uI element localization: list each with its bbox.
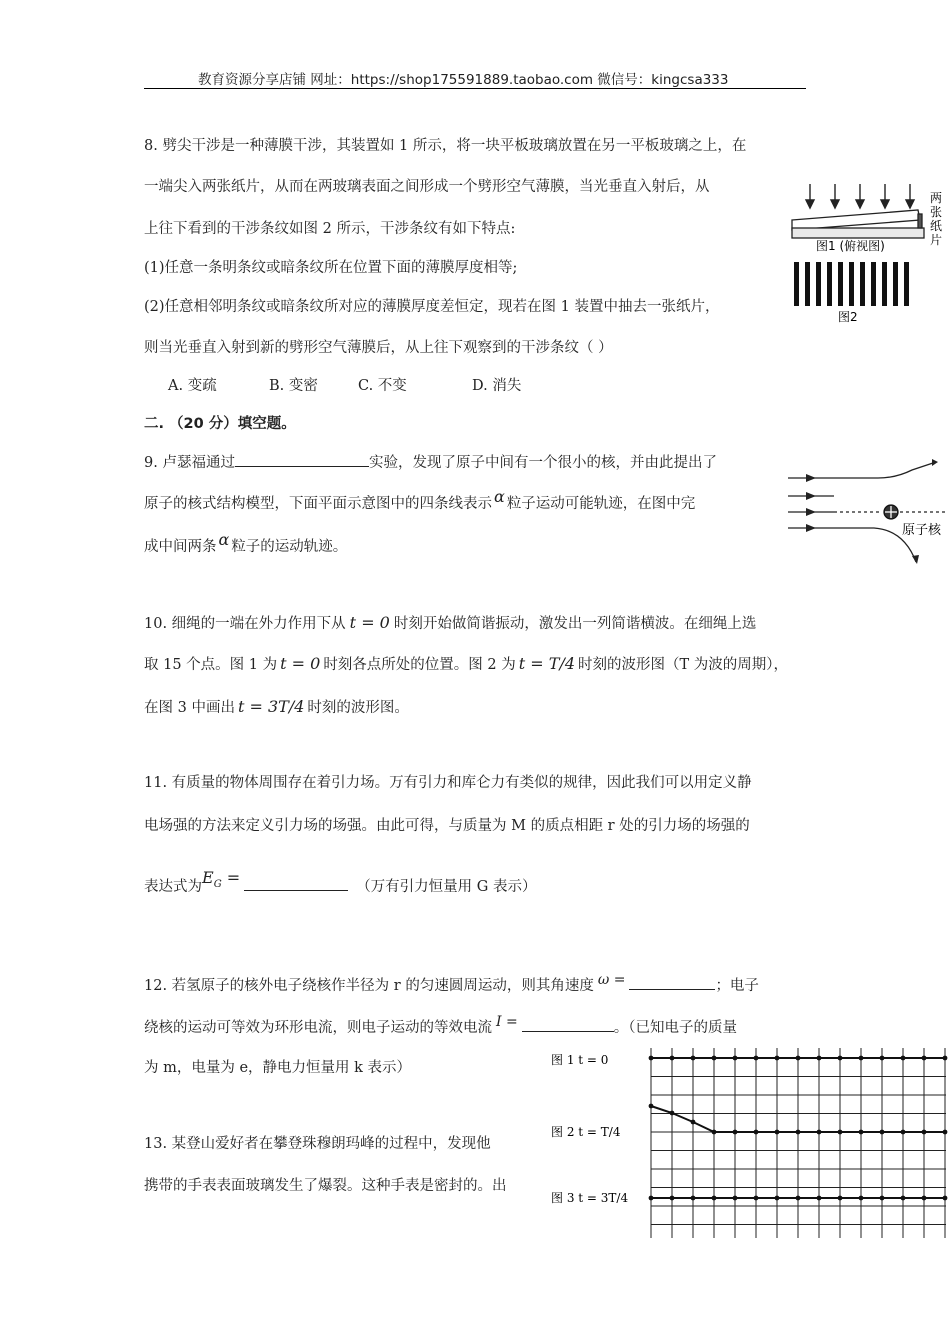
nucleus	[884, 505, 898, 519]
q9-line3	[144, 530, 348, 556]
t0-math-2: t = 0	[280, 654, 321, 673]
q8-line4: (1)任意一条明条纹或暗条纹所在位置下面的薄膜厚度相等;	[144, 260, 518, 276]
q9-text-c: 原子的核式结构模型，下面平面示意图中的四条线表示	[144, 496, 492, 512]
q12-text-a: 12. 若氢原子的核外电子绕核作半径为 r 的匀速圆周运动，则其角速度	[144, 978, 594, 994]
wave-row-2-point	[859, 1130, 864, 1135]
section-title: 二. （20 分）填空题。	[144, 416, 296, 432]
wave-row-2-point	[733, 1130, 738, 1135]
wave-row-3-point	[754, 1196, 759, 1201]
wave-row-2-point	[817, 1130, 822, 1135]
page-header: 教育资源分享店铺 网址：https://shop175591889.taobao.com 微信号：kingcsa333	[198, 72, 729, 88]
trajectory-top	[788, 462, 936, 478]
q12-line2	[144, 1016, 737, 1037]
wave-row-1-point	[691, 1056, 696, 1061]
q9-line1	[144, 451, 717, 472]
wave-row-3-point	[901, 1196, 906, 1201]
fringe	[871, 262, 876, 306]
wave-row-1-point	[859, 1056, 864, 1061]
wave-row-2-point	[838, 1130, 843, 1135]
fig1-side-4: 片	[930, 233, 943, 247]
alpha-symbol: α	[494, 487, 505, 506]
nucleus-label: 原子核	[902, 523, 942, 538]
glass-plates	[792, 210, 924, 238]
wave-row-3-point	[838, 1196, 843, 1201]
wave-row-3-point	[817, 1196, 822, 1201]
wave-row-2-point	[943, 1130, 948, 1135]
q13-line2: 携带的手表表面玻璃发生了爆裂。这种手表是密封的。出	[144, 1178, 507, 1194]
q8-option-b: B. 变密	[269, 378, 318, 394]
q9-line2	[144, 487, 696, 513]
wave-row-3-point	[796, 1196, 801, 1201]
wave-row-2-point	[880, 1130, 885, 1135]
fig1-side-3: 纸	[930, 219, 943, 233]
wave-row-3-point	[691, 1196, 696, 1201]
wave-row-3-point	[859, 1196, 864, 1201]
wave-row-1-point	[775, 1056, 780, 1061]
wave-row-1-point	[796, 1056, 801, 1061]
q11-line2: 电场强的方法来定义引力场的场强。由此可得，与质量为 M 的质点相距 r 处的引力场的场强的	[144, 818, 750, 834]
q8-line2: 一端尖入两张纸片，从而在两玻璃表面之间形成一个劈形空气薄膜，当光垂直入射后，从	[144, 179, 710, 195]
wave-row-label-1: 图 1 t = 0	[551, 1053, 609, 1067]
interference-fringes	[794, 262, 909, 306]
q13-line1: 13. 某登山爱好者在攀登珠穆朗玛峰的过程中，发现他	[144, 1136, 491, 1152]
q12-line1	[144, 974, 759, 995]
fringe	[816, 262, 821, 306]
eg-symbol	[202, 868, 241, 891]
wave-row-1-point	[880, 1056, 885, 1061]
q11-text-a: 表达式为	[144, 879, 202, 895]
wave-row-1-point	[733, 1056, 738, 1061]
wave-row-2-point	[712, 1130, 717, 1135]
q12-line3: 为 m，电量为 e，静电力恒量用 k 表示）	[144, 1060, 412, 1076]
q10-text-f: 在图 3 中画出	[144, 700, 235, 716]
q8-line5: (2)任意相邻明条纹或暗条纹所对应的薄膜厚度差恒定，现若在图 1 装置中抽去一张纸片，	[144, 299, 720, 315]
q9-text-d: 粒子运动可能轨迹，在图中完	[506, 496, 696, 512]
tT4-math: t = T/4	[518, 654, 576, 673]
wave-figure	[548, 1042, 948, 1242]
q10-text-d: 时刻各点所处的位置。图 2 为	[323, 657, 516, 673]
fringe	[838, 262, 843, 306]
fringe	[794, 262, 799, 306]
wave-row-1-point	[670, 1056, 675, 1061]
wave-row-3-point	[670, 1196, 675, 1201]
q10-text-g: 时刻的波形图。	[307, 700, 409, 716]
q9-text-f: 粒子的运动轨迹。	[231, 539, 348, 555]
t3T4-math: t = 3T/4	[237, 697, 305, 716]
wave-row-label-3: 图 3 t = 3T/4	[551, 1191, 629, 1205]
t0-math: t = 0	[349, 613, 390, 632]
q10-line3	[144, 696, 409, 717]
q8-line6: 则当光垂直入射到新的劈形空气薄膜后，从上往下观察到的干涉条纹（ ）	[144, 340, 613, 356]
wave-row-2-point	[649, 1104, 654, 1109]
fig1-caption: 图1 (俯视图)	[816, 239, 885, 253]
q11-line1: 11. 有质量的物体周围存在着引力场。万有引力和库仑力有类似的规律，因此我们可以用定义静	[144, 775, 752, 791]
eg-sub: G	[213, 879, 222, 891]
fringe	[882, 262, 887, 306]
wave-row-2-point	[754, 1130, 759, 1135]
fig1-side-1: 两	[930, 191, 943, 205]
wave-row-1-point	[649, 1056, 654, 1061]
q11-line3	[144, 868, 537, 898]
eg-letter: E	[202, 868, 214, 887]
q9-text-a: 9. 卢瑟福通过	[144, 455, 235, 471]
wave-row-1-point	[943, 1056, 948, 1061]
interference-figure	[786, 178, 948, 328]
q12-blank-omega[interactable]	[629, 975, 715, 990]
q8-option-c: C. 不变	[358, 378, 407, 394]
wave-row-2-point	[670, 1111, 675, 1116]
wave-row-3-point	[712, 1196, 717, 1201]
wave-row-2-point	[691, 1120, 696, 1125]
wave-row-3-point	[733, 1196, 738, 1201]
fig1-side-2: 张	[930, 205, 943, 219]
wave-row-1-point	[712, 1056, 717, 1061]
rutherford-figure	[786, 456, 950, 566]
wave-row-1-point	[922, 1056, 927, 1061]
wave-row-1-point	[754, 1056, 759, 1061]
fringe	[904, 262, 909, 306]
q9-text-b: 实验，发现了原子中间有一个很小的核，并由此提出了	[368, 455, 717, 471]
wave-row-1-point	[838, 1056, 843, 1061]
q12-text-b: ；电子	[715, 978, 759, 994]
fringe	[849, 262, 854, 306]
wave-row-3-point	[880, 1196, 885, 1201]
q10-text-c: 取 15 个点。图 1 为	[144, 657, 278, 673]
wave-row-2-point	[922, 1130, 927, 1135]
fringe	[860, 262, 865, 306]
alpha-symbol-2: α	[218, 530, 230, 549]
q8-line1: 8. 劈尖干涉是一种薄膜干涉，其装置如 1 所示，将一块平板玻璃放置在另一平板玻璃之上，在	[144, 138, 747, 154]
fig2-caption: 图2	[838, 310, 858, 324]
wave-row-2-point	[901, 1130, 906, 1135]
current-symbol: I =	[496, 1014, 518, 1030]
q8-option-d: D. 消失	[472, 378, 522, 394]
wave-row-3-point	[775, 1196, 780, 1201]
q10-text-a: 10. 细绳的一端在外力作用下从	[144, 616, 346, 632]
q12-blank-current[interactable]	[522, 1017, 614, 1032]
q8-option-a: A. 变疏	[168, 378, 217, 394]
q8-line3: 上往下看到的干涉条纹如图 2 所示，干涉条纹有如下特点:	[144, 221, 516, 237]
wave-row-3-point	[922, 1196, 927, 1201]
fringe	[893, 262, 898, 306]
q11-text-b: （万有引力恒量用 G 表示）	[356, 879, 537, 895]
q12-text-d: 。（已知电子的质量	[613, 1020, 737, 1036]
light-arrows	[806, 184, 914, 208]
q10-text-e: 时刻的波形图（T 为波的周期），	[578, 657, 789, 673]
eg-eq: =	[226, 868, 241, 887]
q10-line2	[144, 653, 788, 674]
fringe	[827, 262, 832, 306]
trajectory-bottom	[788, 528, 916, 562]
q10-line1	[144, 612, 756, 633]
omega-symbol: ω =	[597, 972, 626, 988]
fringe	[805, 262, 810, 306]
wave-row-label-2: 图 2 t = T/4	[551, 1125, 621, 1139]
q10-text-b: 时刻开始做简谐振动，激发出一列简谐横波。在细绳上选	[393, 616, 757, 632]
wave-row-3-point	[649, 1196, 654, 1201]
q9-blank[interactable]	[235, 452, 369, 467]
wave-row-1-point	[817, 1056, 822, 1061]
q12-text-c: 绕核的运动可等效为环形电流，则电子运动的等效电流	[144, 1020, 492, 1036]
q11-blank[interactable]	[244, 876, 348, 891]
wave-row-2-point	[796, 1130, 801, 1135]
q9-text-e: 成中间两条	[144, 539, 217, 555]
wave-row-2-point	[775, 1130, 780, 1135]
header-rule	[144, 88, 806, 89]
wave-row-3-point	[943, 1196, 948, 1201]
wave-row-1-point	[901, 1056, 906, 1061]
